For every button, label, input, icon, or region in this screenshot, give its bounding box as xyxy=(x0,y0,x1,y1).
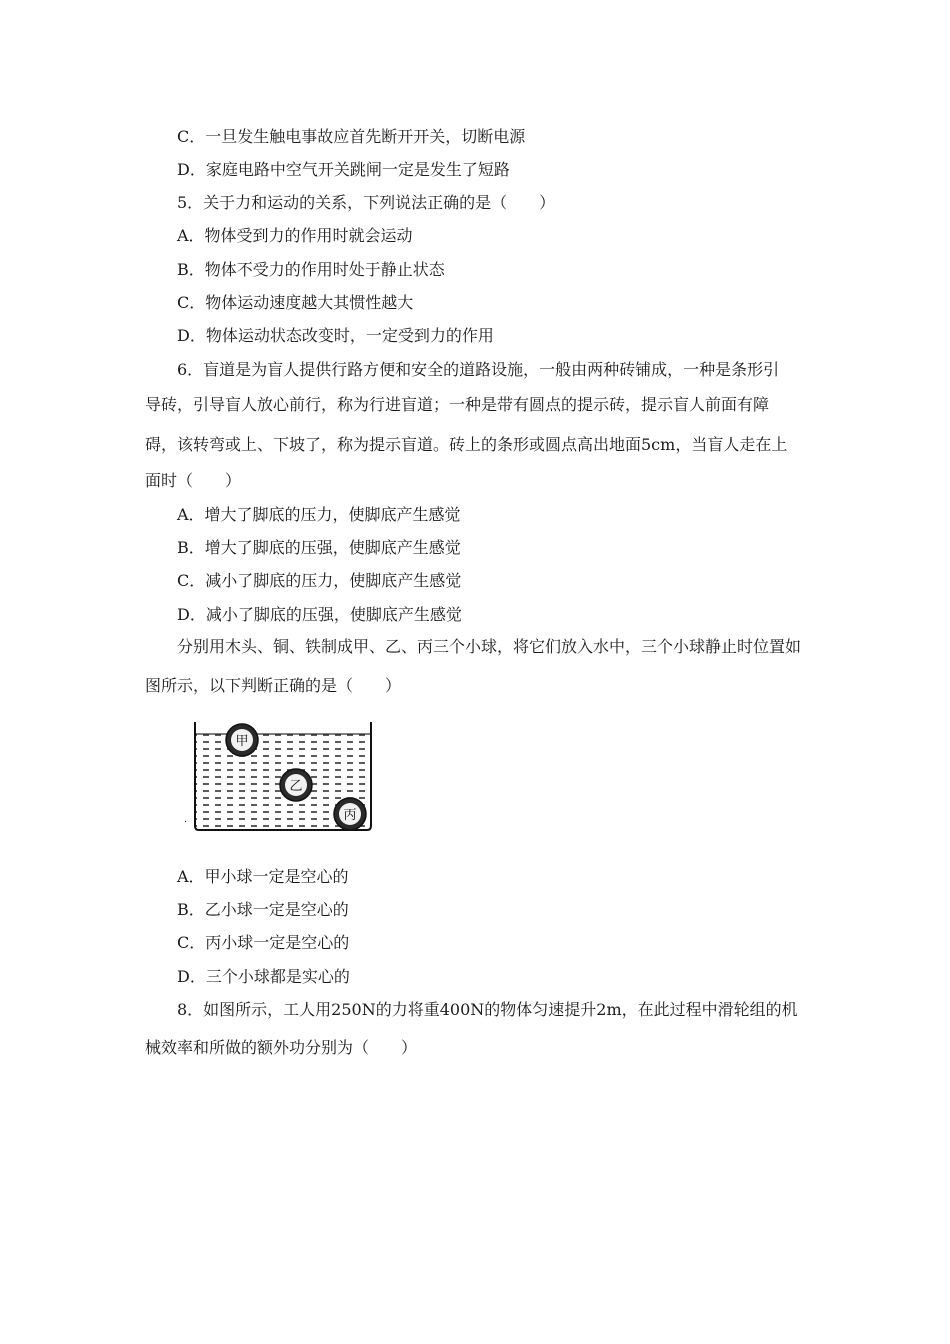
q8-stem-line-2: 械效率和所做的额外功分别为（ ） xyxy=(145,1038,418,1057)
q4-option-c: C．一旦发生触电事故应首先断开开关，切断电源 xyxy=(177,127,526,146)
q7-option-d: D．三个小球都是实心的 xyxy=(177,967,350,986)
q5-option-a: A．物体受到力的作用时就会运动 xyxy=(177,226,413,245)
ball-bing xyxy=(334,798,366,830)
q7-option-b: B．乙小球一定是空心的 xyxy=(177,900,349,919)
q6-option-d: D．减小了脚底的压强，使脚底产生感觉 xyxy=(177,605,462,624)
q7-stem-line-2: 图所示，以下判断正确的是（ ） xyxy=(145,676,402,695)
q6-option-a: A．增大了脚底的压力，使脚底产生感觉 xyxy=(177,505,461,524)
ball-bing-label: 丙 xyxy=(343,808,357,823)
q6-option-b: B．增大了脚底的压强，使脚底产生感觉 xyxy=(177,538,461,557)
q6-option-c: C．减小了脚底的压力，使脚底产生感觉 xyxy=(177,571,462,590)
q7-stem-line-1: 分别用木头、铜、铁制成甲、乙、丙三个小球，将它们放入水中，三个小球静止时位置如 xyxy=(177,637,802,656)
svg-text:.: . xyxy=(184,814,188,825)
q5-option-c: C．物体运动速度越大其惯性越大 xyxy=(177,293,414,312)
q4-option-d: D．家庭电路中空气开关跳闸一定是发生了短路 xyxy=(177,160,510,179)
q8-stem-line-1: 8．如图所示，工人用250N的力将重400N的物体匀速提升2m，在此过程中滑轮组的机 xyxy=(177,1000,798,1019)
q6-stem-line-1: 6．盲道是为盲人提供行路方便和安全的道路设施，一般由两种砖铺成，一种是条形引 xyxy=(177,360,780,379)
q7-option-a: A．甲小球一定是空心的 xyxy=(177,867,349,886)
ball-jia xyxy=(226,724,258,756)
q5-option-d: D．物体运动状态改变时，一定受到力的作用 xyxy=(177,326,494,345)
q6-stem-line-4: 面时（ ） xyxy=(145,471,242,490)
water-tank-figure xyxy=(178,718,378,842)
ball-jia-label: 甲 xyxy=(235,734,249,749)
q5-stem: 5．关于力和运动的关系，下列说法正确的是（ ） xyxy=(177,193,556,212)
q6-stem-line-2: 导砖，引导盲人放心前行，称为行进盲道；一种是带有圆点的提示砖，提示盲人前面有障 xyxy=(145,395,770,414)
ball-yi-label: 乙 xyxy=(289,779,303,794)
q7-option-c: C．丙小球一定是空心的 xyxy=(177,933,350,952)
q5-option-b: B．物体不受力的作用时处于静止状态 xyxy=(177,260,445,279)
ball-yi xyxy=(280,769,312,801)
q6-stem-line-3: 碍，该转弯或上、下坡了，称为提示盲道。砖上的条形或圆点高出地面5cm，当盲人走在上 xyxy=(145,435,788,454)
